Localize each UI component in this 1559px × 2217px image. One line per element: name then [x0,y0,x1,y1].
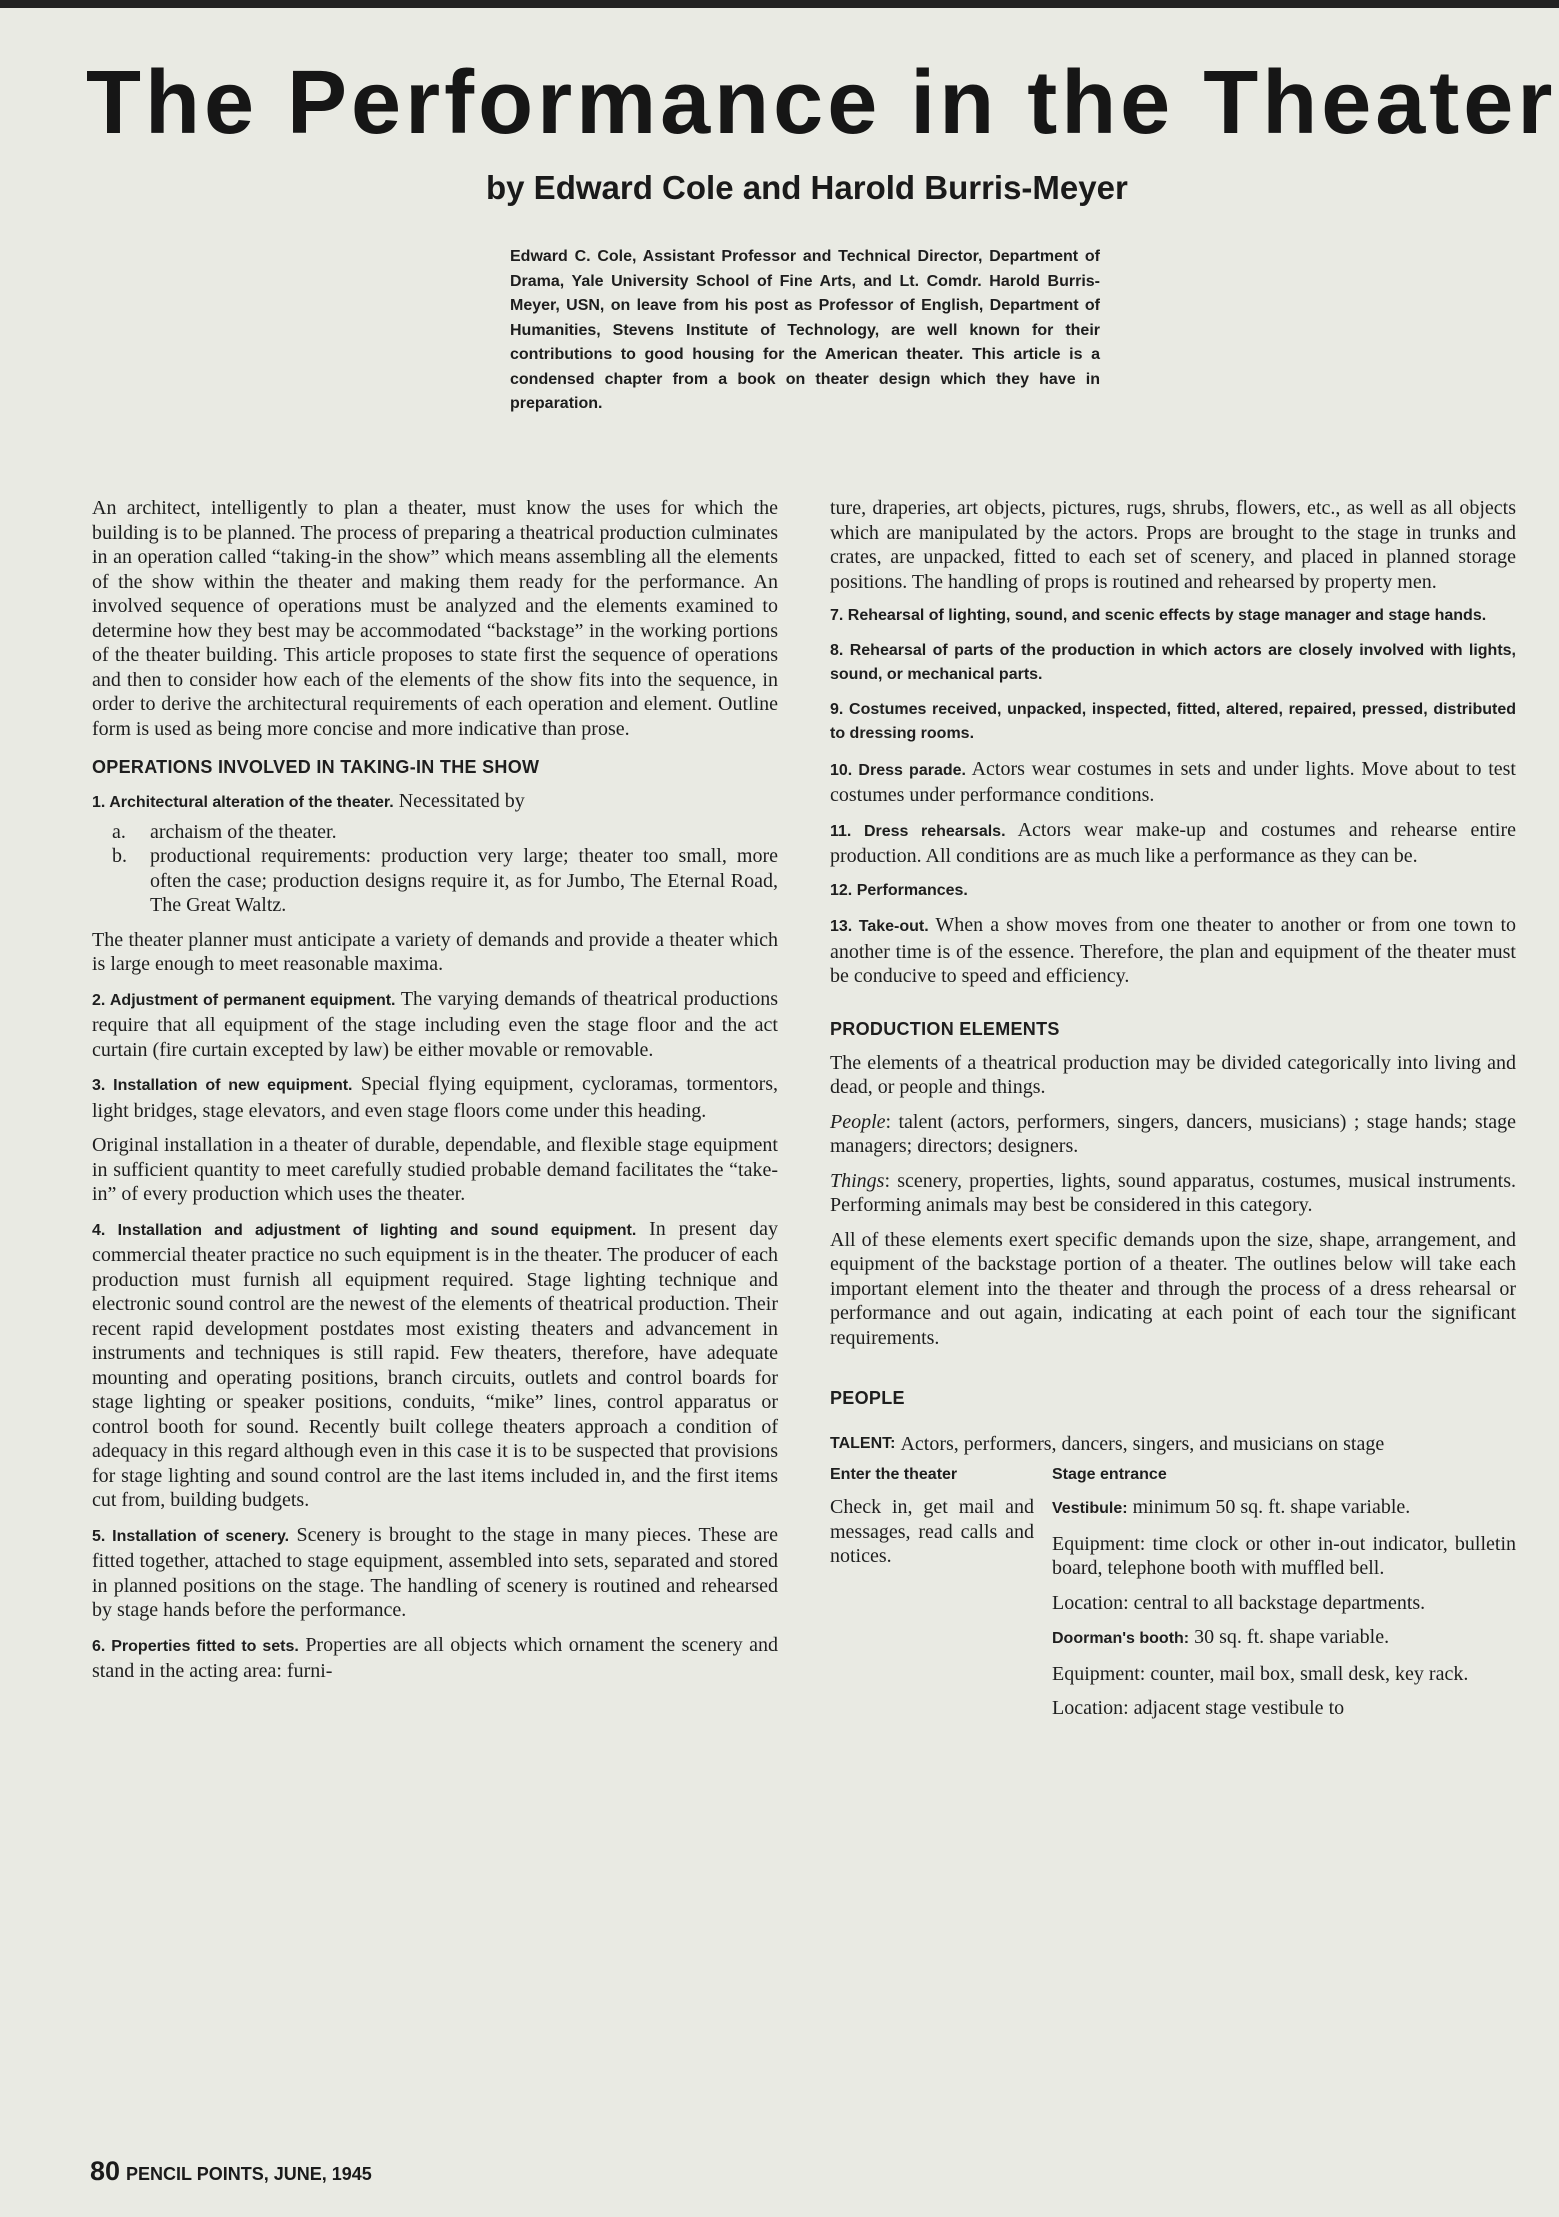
list-item: 10. Dress parade. Actors wear costumes in sets and under lights. Move about to test costumes under performance conditions. [830,757,1516,806]
section-heading-production: PRODUCTION ELEMENTS [830,1018,1060,1039]
list-item: 9. Costumes received, unpacked, inspected, fitted, altered, repaired, pressed, distributed to dressing rooms. [830,700,1516,742]
list-item: 6. Properties fitted to sets. Properties are all objects which ornament the scenery and stand in the acting area: furni- [92,1633,779,1682]
page-number: 80 [90,2156,121,2186]
publication-line: PENCIL POINTS, JUNE, 1945 [126,2164,372,2184]
article-title: The Performance in the Theater [86,53,1557,153]
right-column [830,496,1516,1731]
list-item: 4. Installation and adjustment of lighting and sound equipment. In present day commercial theater practice no such equipment is in the theater. The producer of each production must furnish all equipment required. Stage lighting technique and electronic sound control are the newest of the elements of theatrical production. Their recent rapid development postdates most existing theaters and advancement in instruments and techniques is still rapid. Few theaters, therefore, have adequate mounting and operating positions, branch circuits, outlets and control boards for stage lighting or speaker positions, conduits, “mike” lines, control apparatus or control booth for sound. Recently built college theaters approach a condition of adequacy in this regard although even in this case it is to be suspected that provisions for stage lighting and sound control are the last items included in, and the first items cut from, building budgets. [92,1217,779,1511]
paragraph: All of these elements exert specific demands upon the size, shape, arrangement, and equipment of the backstage portion of a theater. The outlines below will take each important element into the theater and through the process of a dress rehearsal or performance and out again, indicating at each point of each tour the significant requirements. [830,1228,1516,1349]
section-heading-operations: OPERATIONS INVOLVED IN TAKING-IN THE SHOW [92,757,540,777]
paragraph: The theater planner must anticipate a variety of demands and provide a theater which is large enough to meet reasonable maxima. [92,928,778,975]
top-rule [0,0,1559,8]
author-intro: Edward C. Cole, Assistant Professor and Technical Director, Department of Drama, Yale University School of Fine Arts, and Lt. Comdr. Harold Burris-Meyer, USN, on leave from his post as Professor of English, Department of Humanities, Stevens Institute of Technology, are well known for their contributions to good housing for the American theater. This article is a condensed chapter from a book on theater design which they have in preparation. [510,248,1100,412]
sub-item: a. archaism of the theater. [112,820,337,843]
outline-table [830,1463,1516,1731]
paragraph: Original installation in a theater of durable, dependable, and flexible stage equipment in sufficient quantity to meet carefully studied probable demand facilitates the “take-in” of every production which uses the theater. [92,1134,778,1205]
paragraph: The elements of a theatrical production may be divided categorically into living and dead, or people and things. [830,1051,1516,1098]
paragraph: ture, draperies, art objects, pictures, rugs, shrubs, flowers, etc., as well as all objects which are manipulated by the actors. Props are brought to the stage in trunks and crates, are unpacked, fitted to each set of scenery, and placed in planned storage positions. The handling of props is routined and rehearsed by property men. [830,497,1516,593]
left-column [92,496,778,1694]
list-item: 12. Performances. [830,881,968,899]
outline-col-enter: Enter the theater Check in, get mail and messages, read calls and notices. [830,1465,1034,1567]
list-item: 11. Dress rehearsals. Actors wear make-up and costumes and rehearse entire production. All conditions are as much like a performance as they can be. [830,818,1516,867]
sub-list [112,820,778,918]
list-item: 1. Architectural alteration of the theater. Necessitated by [92,790,525,812]
outline-col-stage-entrance: Stage entrance Vestibule: minimum 50 sq. ft. shape variable. Equipment: time clock or other in-out indicator, bulletin board, telephone booth with muffled bell. Location: central to all backstage departments. Doorman's booth: 30 sq. ft. shape variable. Equipment: counter, mail box, small desk, key rack. Location: adjacent stage vestibule to [1052,1465,1516,1719]
list-item: 7. Rehearsal of lighting, sound, and scenic effects by stage manager and stage hands. [830,607,1487,624]
paragraph: An architect, intelligently to plan a theater, must know the uses for which the building is to be planned. The process of preparing a theatrical production culminates in an operation called “taking-in the show” which means assembling all the elements of the show within the theater and making them ready for the performance. An involved sequence of operations must be analyzed and the elements examined to determine how they best may be accommodated “backstage” in the working portions of the theater building. This article proposes to state first the sequence of operations and then to consider how each of the elements of the show fits into the sequence, in order to derive the architectural requirements of each operation and element. Outline form is used as being more concise and more indicative than prose. [92,497,778,740]
list-item: 8. Rehearsal of parts of the production in which actors are closely involved with lights, sound, or mechanical parts. [830,641,1516,683]
list-item: 2. Adjustment of permanent equipment. The varying demands of theatrical productions require that all equipment of the stage including even the stage floor and the act curtain (fire curtain excepted by law) be either movable or removable. [92,987,779,1061]
sub-item: b. productional requirements: production very large; theater too small, more often the case; production designs require it, as for Jumbo, The Eternal Road, The Great Waltz. [112,845,778,916]
list-item: 5. Installation of scenery. Scenery is brought to the stage in many pieces. These are fitted together, attached to stage equipment, assembled into sets, separated and stored in planned positions on the stage. The handling of scenery is routined and rehearsed by stage hands before the performance. [92,1523,779,1621]
paragraph: People: talent (actors, performers, singers, dancers, musicians) ; stage hands; stage managers; directors; designers. [830,1110,1516,1157]
paragraph: Things: scenery, properties, lights, sound apparatus, costumes, musical instruments. Performing animals may best be considered in this category. [830,1169,1516,1216]
talent-line: TALENT: Actors, performers, dancers, singers, and musicians on stage [830,1433,1385,1455]
section-heading-people: PEOPLE [830,1388,905,1408]
list-item: 13. Take-out. When a show moves from one theater to another or from one town to another time is of the essence. Therefore, the plan and equipment of the theater must be conducive to speed and efficiency. [830,914,1517,987]
byline: by Edward Cole and Harold Burris-Meyer [486,169,1128,206]
page-footer [90,2156,372,2187]
list-item: 3. Installation of new equipment. Special flying equipment, cycloramas, tormentors, light bridges, stage elevators, and even stage floors come under this heading. [92,1073,779,1122]
